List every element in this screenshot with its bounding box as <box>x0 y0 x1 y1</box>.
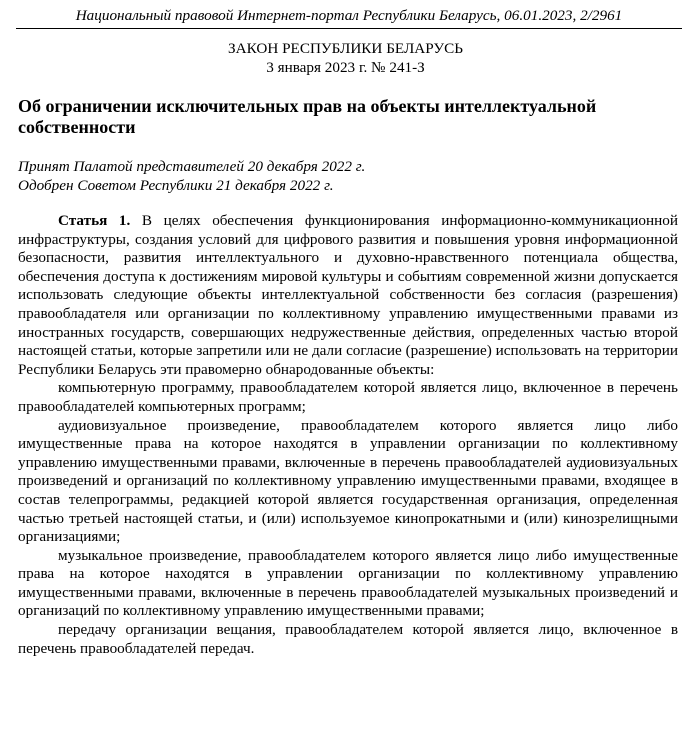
adopted-note: Принят Палатой представителей 20 декабря 2022 г. <box>18 158 366 175</box>
article-label: Статья 1. <box>58 212 131 229</box>
law-title: Об ограничении исключительных прав на объекты интеллектуальной собственности <box>18 96 597 137</box>
approved-note: Одобрен Советом Республики 21 декабря 2022 г. <box>18 177 334 194</box>
article-item: передачу организации вещания, правообладателем которой является лицо, включенное в перечень правообладателей передач. <box>18 621 678 657</box>
article-item: аудиовизуальное произведение, правообладателем которого является лицо либо имущественные права на которое находятся в управлении организации по коллективному управлению имущественными правами, включенные в перечень правообладателей аудиовизуальных произведений и организаций по коллективному управлению имущественными правами, входящее в состав телепрограммы, редакцией которой является государственная организация, определенная частью третьей настоящей статьи, и (или) используемое кинопрокатными и (или) кинозрелищными организациями; <box>18 416 678 546</box>
law-date-number: 3 января 2023 г. № 241-З <box>266 59 425 76</box>
article-1-intro <box>18 212 678 379</box>
article-item: музыкальное произведение, правообладателем которого является лицо либо имущественные права на которое находятся в управлении организации по коллективному управлению имущественными правами, включенные в перечень правообладателей музыкальных произведений и организаций по коллективному управлению имущественными правами; <box>18 546 678 620</box>
article-intro-text: В целях обеспечения функционирования информационно-коммуникационной инфраструктуры, создания условий для цифрового развития и повышения уровня информационной безопасности, развития интеллектуального и духовно-нравственного потенциала общества, обеспечения доступа к достижениям мировой культуры и событиям современной жизни допускается использовать следующие объекты интеллектуальной собственности без согласия (разрешения) правообладателя или организации по коллективному управлению имущественными правами из иностранных государств, совершающих недружественные действия, определенных частью второй настоящей статьи, которые запретили или не дали согласие (разрешение) использовать на территории Республики Беларусь эти правомерно обнародованные объекты: <box>18 212 678 378</box>
law-type: ЗАКОН РЕСПУБЛИКИ БЕЛАРУСЬ <box>228 40 463 57</box>
article-item: компьютерную программу, правообладателем которой является лицо, включенное в перечень правообладателей компьютерных программ; <box>18 379 678 415</box>
article-1 <box>18 212 678 658</box>
portal-header: Национальный правовой Интернет-портал Республики Беларусь, 06.01.2023, 2/2961 <box>16 6 682 29</box>
